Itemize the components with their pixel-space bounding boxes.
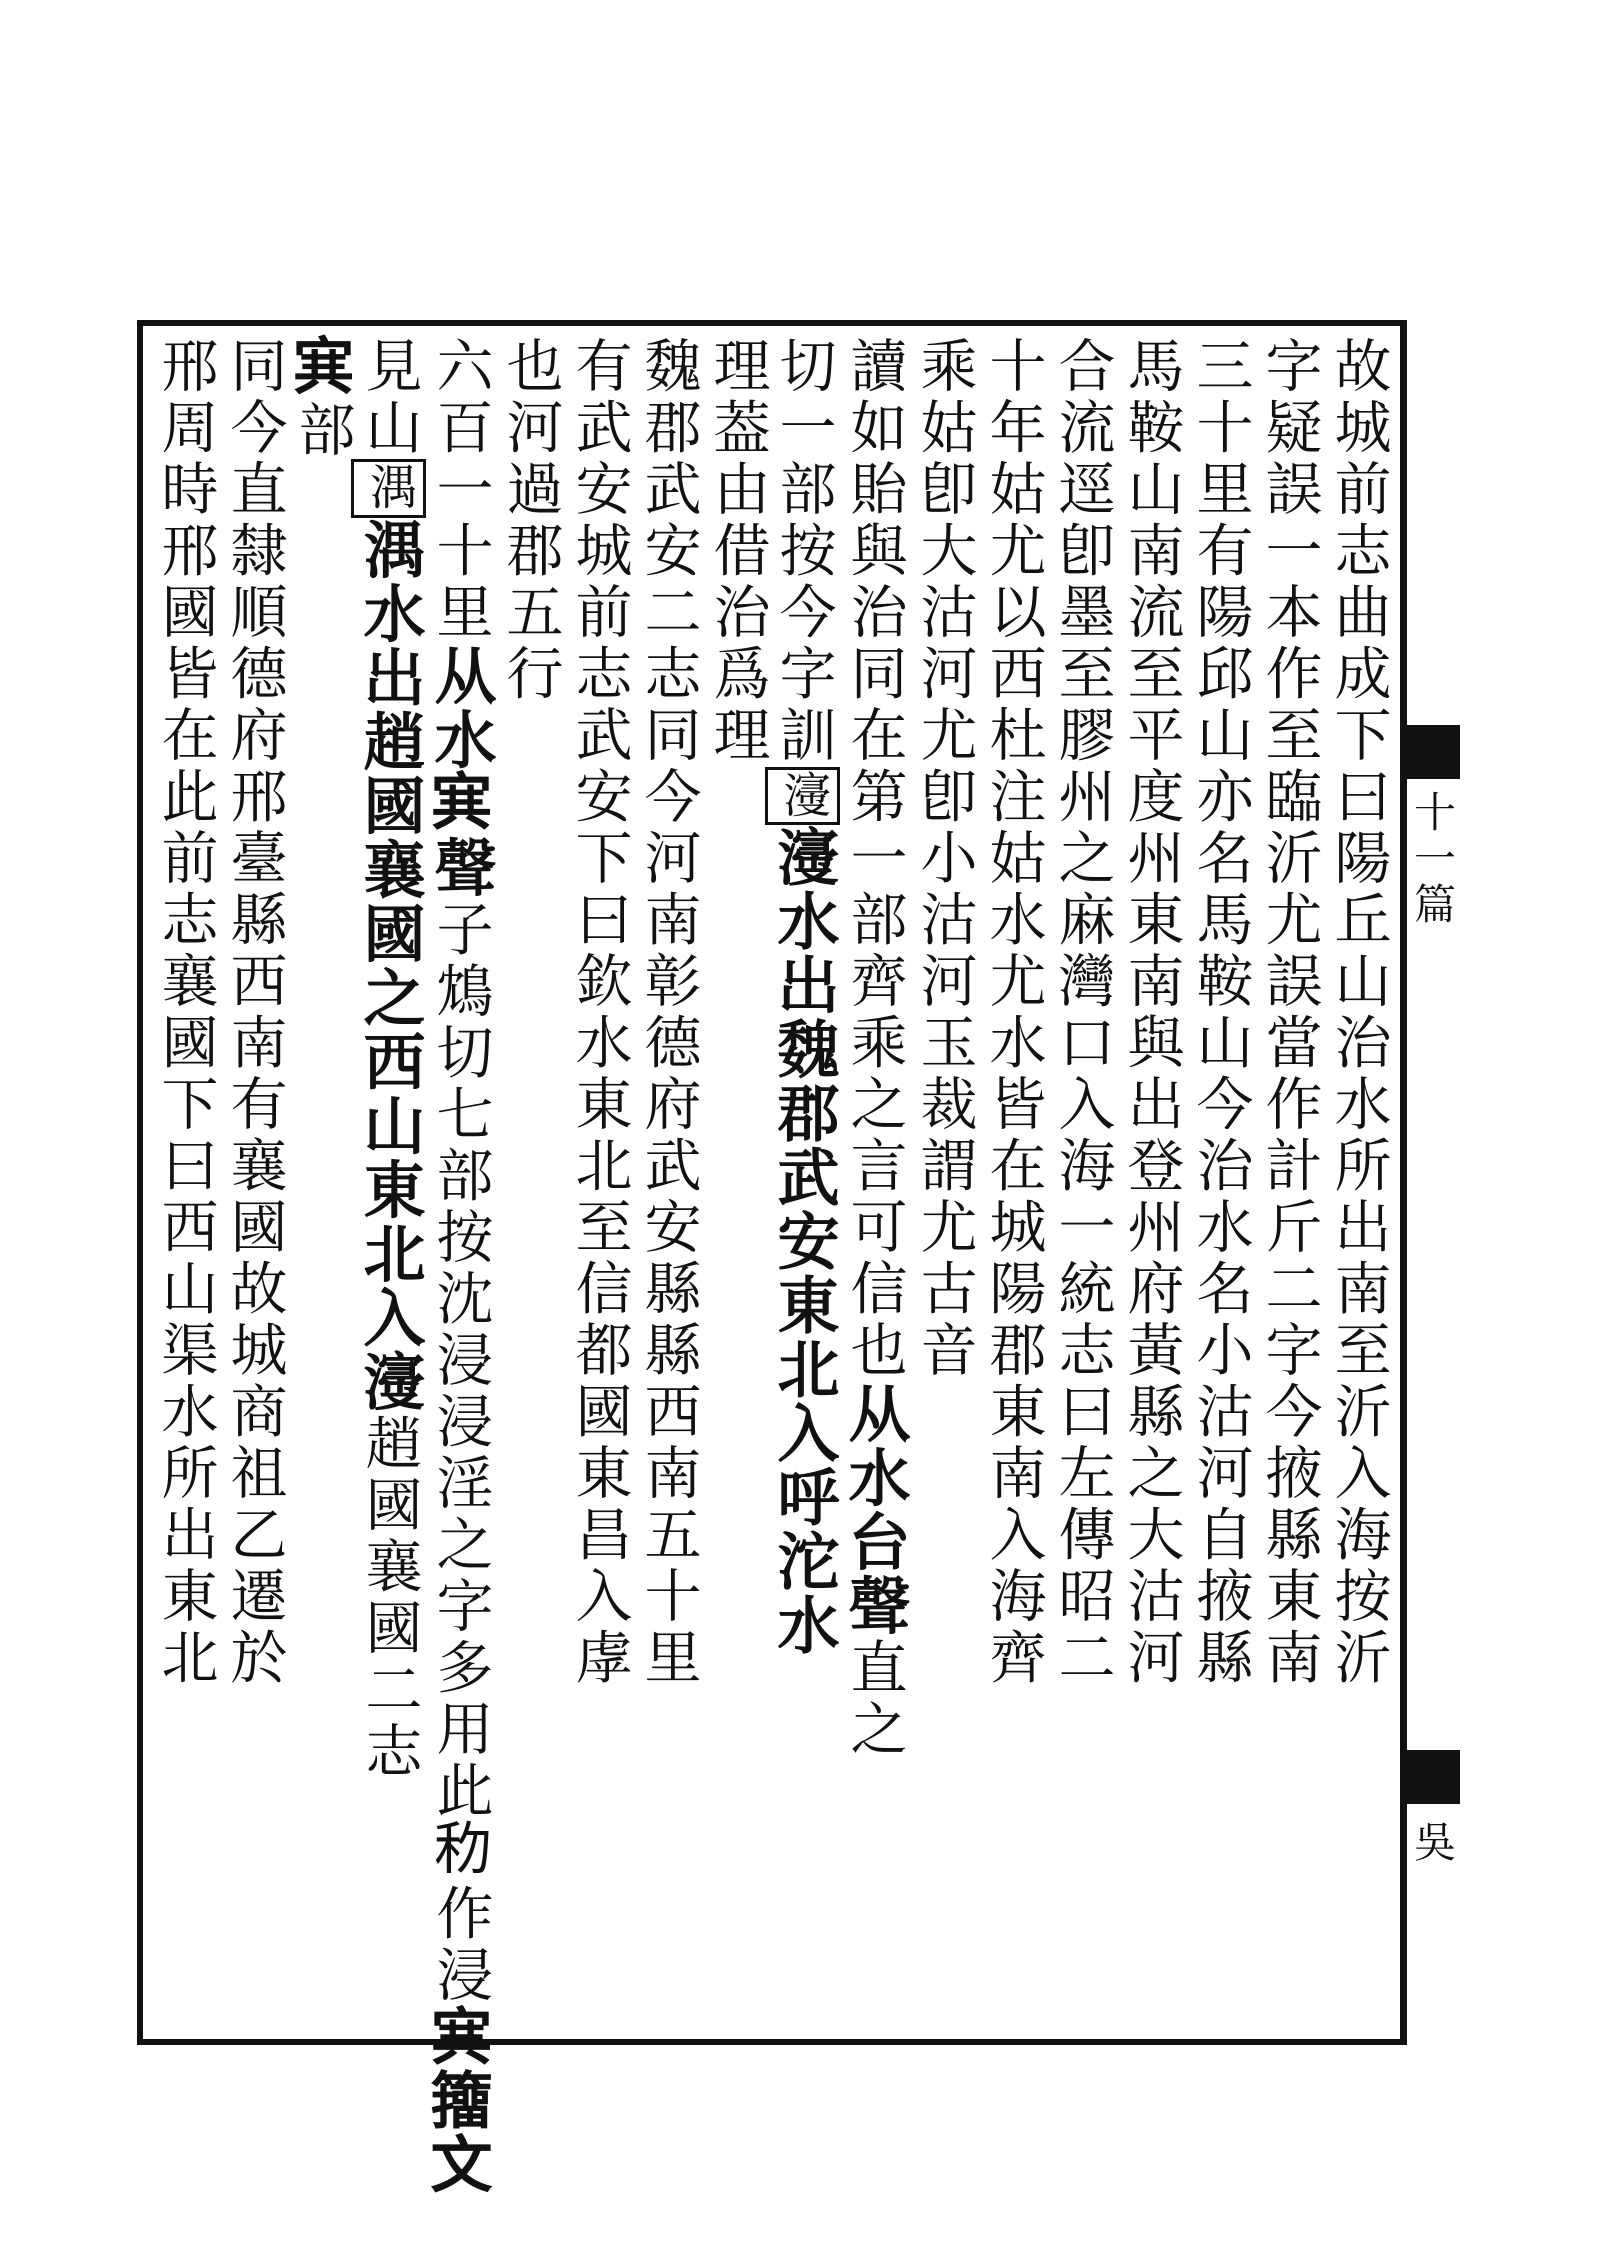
main-entry-text: 𡨄籒文 xyxy=(424,2006,497,2199)
text-column-7 xyxy=(909,336,978,2031)
text-column-14 xyxy=(424,336,497,2199)
text-column-15 xyxy=(353,336,426,2031)
commentary-text: 趙國襄國二志 xyxy=(356,1413,422,1783)
commentary-text: 子鴆切七部按沈浸浸淫之字多用此𥝢作浸 xyxy=(427,899,493,2007)
main-entry-text: 𡨄 xyxy=(286,336,359,400)
text-column-9 xyxy=(767,336,840,2031)
fish-tail-mark-top xyxy=(1404,725,1460,779)
commentary-text: 直之 xyxy=(841,1637,907,1761)
text-columns xyxy=(150,336,1392,2199)
commentary-text: 也河過郡五行 xyxy=(497,336,563,705)
fish-tail-mark-bottom xyxy=(1404,1750,1460,1804)
text-column-16 xyxy=(288,336,357,2031)
commentary-text: 理葢由借治爲理 xyxy=(704,336,770,767)
commentary-text: 讀如貽與治同在第一部齊乘之言可信也 xyxy=(841,336,907,1382)
main-entry-text: 濅水出魏郡武安東北入呼沱水 xyxy=(767,825,840,1657)
text-column-11: 魏郡武安二志同今河南彰德府武安縣縣西南五十里 xyxy=(635,336,701,1689)
fold-page-number: 吳 xyxy=(1408,1820,1457,1862)
text-column-6: 十年姑尤以西杜注姑水尤水皆在城陽郡東南入海齊 xyxy=(980,336,1046,1689)
text-column-12: 有武安城前志武安下曰欽水東北至信都國東昌入虖 xyxy=(566,336,632,1689)
main-entry-text: 从水𡨄聲 xyxy=(424,643,497,900)
seal-script-character: 湡 xyxy=(351,459,426,518)
text-column-8 xyxy=(840,336,909,2031)
commentary-text: 切一部按今字訓 xyxy=(770,336,836,767)
text-column-10 xyxy=(702,336,771,2031)
fold-column xyxy=(1404,320,1460,2045)
text-column-3: 三十里有陽邱山亦名馬鞍山今治水名小沽河自掖縣 xyxy=(1187,336,1253,1689)
text-column-13 xyxy=(495,336,564,2031)
text-column-18: 邢周時邢國皆在此前志襄國下曰西山渠水所出東北 xyxy=(152,336,218,1689)
commentary-text: 乘姑卽大沽河尤卽小沽河玉裁謂尤古音 xyxy=(911,336,977,1382)
text-column-17: 同今直隸順德府邢臺縣西南有襄國故城商祖乙遷於 xyxy=(221,336,287,1689)
seal-script-character: 濅 xyxy=(765,767,840,826)
commentary-text: 部 xyxy=(289,400,355,462)
text-column-2: 字疑誤一本作至臨沂尤誤當作計斤二字今掖縣東南 xyxy=(1256,336,1322,1689)
main-entry-text: 湡水出趙國襄國之西山東北入濅 xyxy=(353,517,426,1414)
commentary-text: 六百一十里 xyxy=(427,336,493,644)
commentary-text: 見山 xyxy=(356,336,422,459)
text-column-4: 馬鞍山南流至平度州東南與出登州府黃縣之大沽河 xyxy=(1118,336,1184,1689)
text-column-5: 合流逕卽墨至膠州之麻灣口入海一統志曰左傳昭二 xyxy=(1049,336,1115,1689)
fold-title: 十一篇 xyxy=(1408,790,1457,928)
main-entry-text: 从水台聲 xyxy=(838,1381,911,1638)
text-column-1: 故城前志曲成下曰陽丘山治水所出南至沂入海按沂 xyxy=(1325,336,1391,1689)
